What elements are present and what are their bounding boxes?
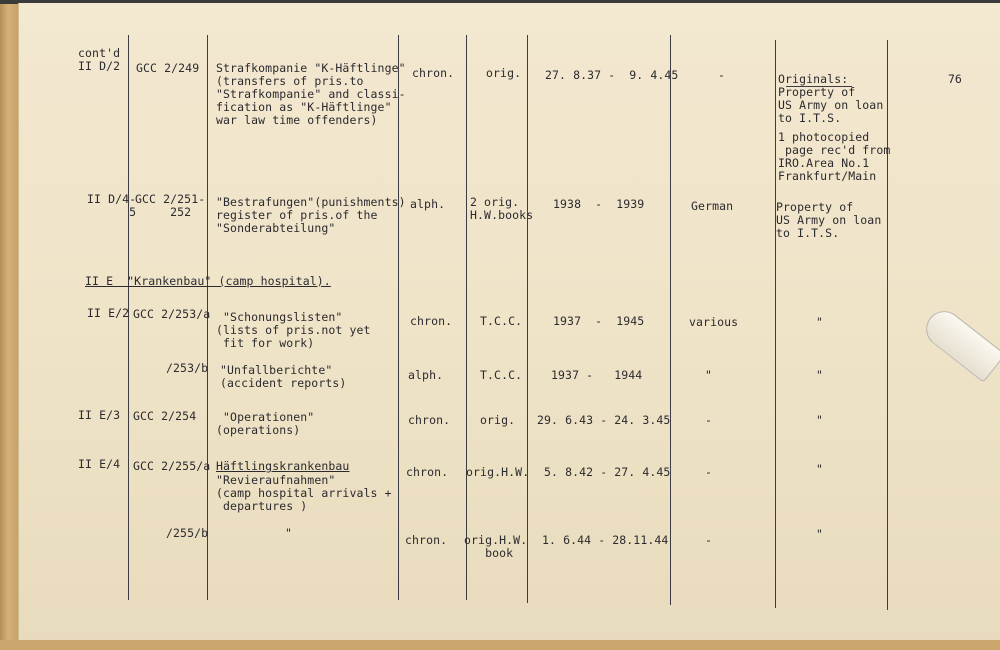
remarks-cell: "	[816, 462, 824, 476]
type-cell: orig.	[480, 413, 516, 427]
remarks-cell: "	[816, 315, 824, 329]
dates-cell: 29. 6.43 - 24. 3.45	[537, 413, 671, 427]
column-rule	[775, 40, 776, 608]
description-cell: "Schonungslisten" (lists of pris.not yet fit for work)	[216, 310, 371, 350]
ref-cell: II E/3	[78, 408, 121, 422]
remarks-cell: Originals: Property of US Army on loan to I.T.S.	[778, 72, 884, 125]
dates-cell: 27. 8.37 - 9. 4.45	[545, 68, 679, 82]
arrangement-cell: chron.	[405, 533, 448, 547]
arrangement-cell: chron.	[408, 413, 451, 427]
type-cell: 2 orig. H.W.books	[470, 195, 534, 222]
language-cell: -	[705, 465, 713, 479]
ref-cell: II D/2	[78, 59, 121, 73]
type-cell: T.C.C.	[480, 368, 523, 382]
column-rule	[887, 40, 888, 610]
gcc-cell: GCC 2/249	[136, 61, 200, 75]
language-cell: "	[705, 368, 713, 382]
ref-cell: II E/4	[78, 457, 121, 471]
description-cell: "Operationen" (operations)	[216, 410, 315, 437]
description-cell: Strafkompanie "K-Häftlinge" (transfers of pris.to "Strafkompanie" and classi- fication as "K-Häftlinge" war law time offenders)	[216, 61, 406, 127]
bottom-edge	[0, 640, 1000, 650]
ref-cell: II E/2	[87, 306, 130, 320]
language-cell: various	[689, 315, 739, 329]
column-rule	[670, 35, 671, 605]
type-cell: orig.H.W.	[466, 465, 530, 479]
ref-cell: II D/4- 5	[87, 192, 137, 219]
arrangement-cell: alph.	[408, 368, 444, 382]
remarks-cell: "	[816, 413, 824, 427]
gcc-cell: GCC 2/253/a	[133, 307, 211, 321]
dates-cell: 1937 - 1945	[553, 314, 645, 328]
remarks-cell: "	[816, 527, 824, 541]
dates-cell: 1938 - 1939	[553, 197, 645, 211]
language-cell: -	[718, 68, 726, 82]
contd-label: cont'd	[78, 46, 121, 60]
description-title: Häftlingskrankenbau	[216, 459, 350, 473]
section-heading: II E "Krankenbau" (camp hospital).	[85, 274, 331, 288]
arrangement-cell: chron.	[410, 314, 453, 328]
arrangement-cell: alph.	[410, 197, 446, 211]
arrangement-cell: chron.	[412, 66, 455, 80]
gcc-cell: /255/b	[166, 526, 209, 540]
gcc-cell: GCC 2/251- 252	[135, 192, 206, 219]
dates-cell: 1. 6.44 - 28.11.44	[542, 533, 669, 547]
dates-cell: 5. 8.42 - 27. 4.45	[544, 465, 671, 479]
arrangement-cell: chron.	[406, 465, 449, 479]
description-cell: "	[285, 526, 293, 540]
gcc-cell: GCC 2/254	[133, 409, 197, 423]
language-cell: German	[691, 199, 734, 213]
book-binding-edge	[0, 0, 18, 650]
language-cell: -	[705, 533, 713, 547]
type-cell: T.C.C.	[480, 314, 523, 328]
remarks-cell: Property of US Army on loan to I.T.S.	[776, 200, 882, 240]
remarks-cell: 1 photocopied page rec'd from IRO.Area No.1 Frankfurt/Main	[778, 130, 891, 183]
dates-cell: 1937 - 1944	[551, 368, 643, 382]
description-cell: "Bestrafungen"(punishments) register of pris.of the "Sonderabteilung"	[216, 195, 406, 235]
gcc-cell: GCC 2/255/a	[133, 459, 211, 473]
language-cell: -	[705, 413, 713, 427]
description-cell: "Unfallberichte" (accident reports)	[220, 363, 347, 390]
type-cell: orig.	[486, 66, 522, 80]
remarks-cell: "	[816, 368, 824, 382]
column-rule	[466, 35, 467, 600]
originals-underline	[786, 86, 852, 87]
type-cell: orig.H.W. book	[464, 533, 528, 560]
column-rule	[527, 35, 528, 603]
page-number: 76	[948, 72, 962, 86]
description-cell: "Revieraufnahmen" (camp hospital arrivals + departures )	[216, 473, 392, 513]
gcc-cell: /253/b	[166, 361, 209, 375]
